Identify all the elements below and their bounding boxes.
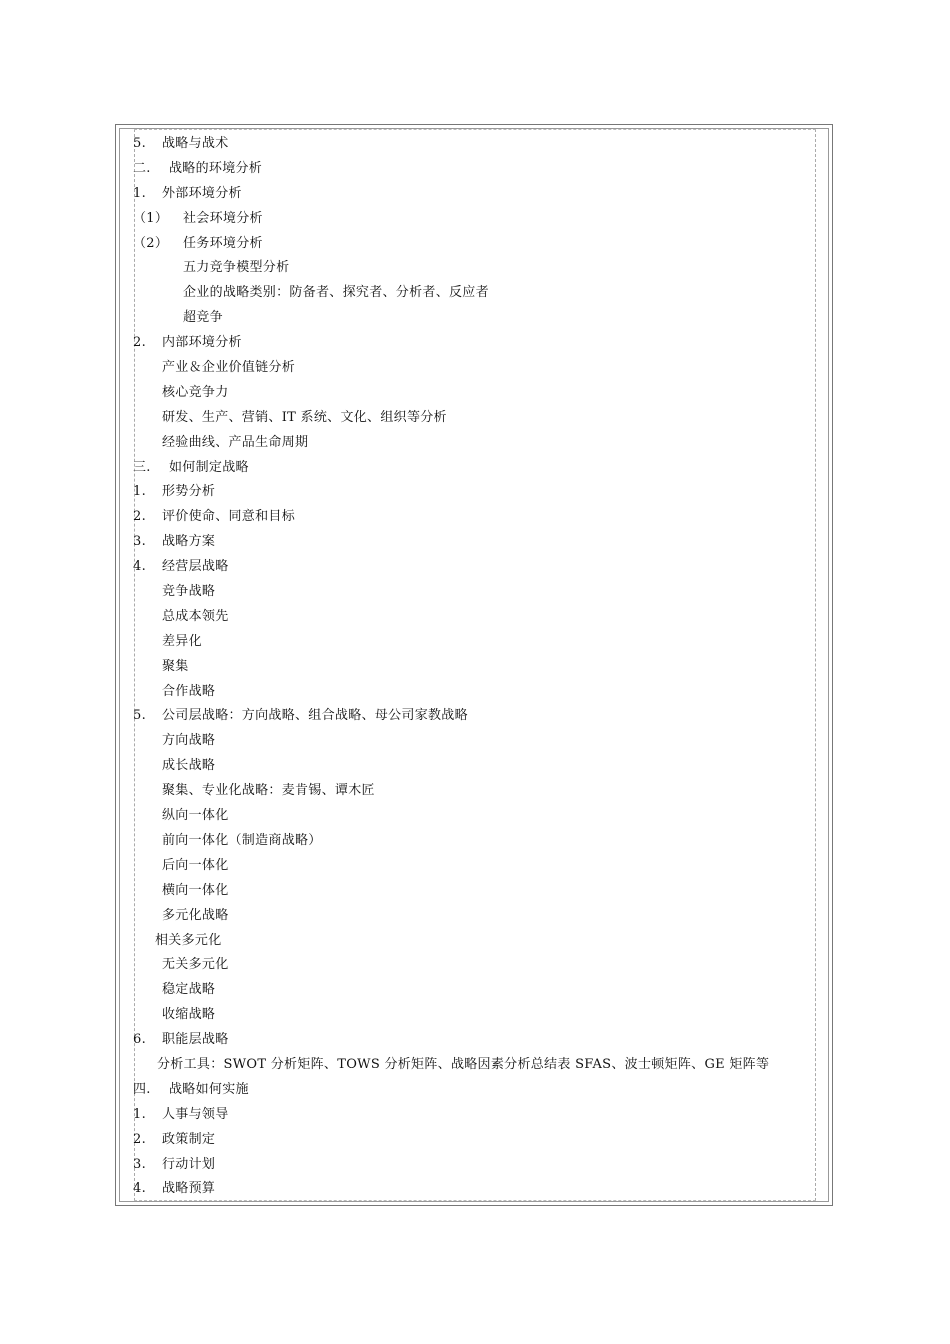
- item-text: 社会环境分析: [183, 210, 263, 226]
- outline-line: 超竞争: [183, 310, 223, 326]
- item-number: 1.: [133, 484, 147, 500]
- outline-line: 纵向一体化: [162, 808, 229, 824]
- item-number: 3.: [133, 534, 147, 550]
- outline-line: [133, 1153, 813, 1178]
- item-number: （2）: [133, 235, 169, 251]
- outline-line: 经验曲线、产品生命周期: [162, 434, 309, 450]
- outline-line: [133, 331, 813, 356]
- outline-line: [133, 207, 813, 232]
- dashed-guide-top: [134, 129, 816, 130]
- outline-line: 横向一体化: [162, 882, 229, 898]
- item-text: 职能层战略: [162, 1032, 229, 1048]
- item-number: 2.: [133, 1131, 147, 1147]
- section-title: 如何制定战略: [169, 459, 249, 475]
- outline-line: 总成本领先: [162, 608, 229, 624]
- outline-line: 核心竞争力: [162, 384, 229, 400]
- item-number: 1.: [133, 1106, 147, 1122]
- dashed-guide-right: [815, 129, 816, 1201]
- outline-line: [133, 480, 813, 505]
- outline-content: [133, 132, 813, 1202]
- item-number: 3.: [133, 1156, 147, 1172]
- outline-line: 无关多元化: [162, 957, 229, 973]
- item-text: 人事与领导: [162, 1106, 229, 1122]
- outline-line: [133, 505, 813, 530]
- outline-line: [133, 182, 813, 207]
- outline-line: 产业＆企业价值链分析: [162, 360, 296, 376]
- section-title: 战略如何实施: [169, 1081, 249, 1097]
- item-number: 1.: [133, 185, 147, 201]
- analysis-tools-line: 分析工具：SWOT 分析矩阵、TOWS 分析矩阵、战略因素分析总结表 SFAS、波士顿矩阵、GE 矩阵等: [157, 1056, 770, 1072]
- outline-line: 成长战略: [162, 758, 216, 774]
- outline-line: [133, 1103, 813, 1128]
- outline-line: [133, 704, 813, 729]
- section-title: 战略的环境分析: [169, 160, 263, 176]
- item-number: 5.: [133, 708, 147, 724]
- outline-line: 稳定战略: [162, 982, 216, 998]
- outline-line: 研发、生产、营销、IT 系统、文化、组织等分析: [162, 409, 447, 425]
- outline-line: [133, 555, 813, 580]
- outline-line: 方向战略: [162, 733, 216, 749]
- outline-line: 聚集、专业化战略：麦肯锡、谭木匠: [162, 783, 375, 799]
- item-text: 外部环境分析: [162, 185, 242, 201]
- item-text: 政策制定: [162, 1131, 216, 1147]
- section-heading: [133, 456, 813, 481]
- outline-line: 相关多元化: [155, 932, 222, 948]
- item-text: 内部环境分析: [162, 335, 242, 351]
- outline-line: 收缩战略: [162, 1007, 216, 1023]
- section-heading: [133, 157, 813, 182]
- item-text: 任务环境分析: [183, 235, 263, 251]
- outline-line: 聚集: [162, 658, 189, 674]
- outline-line: [133, 1177, 813, 1202]
- section-heading: [133, 1078, 813, 1103]
- outline-line: [133, 132, 813, 157]
- item-number: 2.: [133, 335, 147, 351]
- outline-line: 差异化: [162, 633, 202, 649]
- outline-line: [133, 1128, 813, 1153]
- item-text: 战略与战术: [162, 136, 229, 151]
- outline-line: 前向一体化（制造商战略）: [162, 832, 322, 848]
- item-text: 形势分析: [162, 484, 216, 500]
- item-number: （1）: [133, 210, 169, 226]
- item-text: 评价使命、同意和目标: [162, 509, 296, 525]
- item-text: 行动计划: [162, 1156, 216, 1172]
- outline-line: [133, 1028, 813, 1053]
- item-number: 5.: [133, 136, 147, 151]
- outline-line: 后向一体化: [162, 857, 229, 873]
- item-text: 公司层战略：方向战略、组合战略、母公司家教战略: [162, 708, 468, 724]
- item-text: 战略方案: [162, 534, 216, 550]
- item-text: 战略预算: [162, 1181, 216, 1197]
- section-number: 三.: [133, 459, 151, 475]
- outline-line: 多元化战略: [162, 907, 229, 923]
- item-text: 经营层战略: [162, 559, 229, 575]
- outline-line: 合作战略: [162, 683, 216, 699]
- outline-line: 竞争战略: [162, 584, 216, 600]
- item-number: 4.: [133, 1181, 147, 1197]
- outline-line: [133, 530, 813, 555]
- section-number: 四.: [133, 1081, 151, 1097]
- section-number: 二.: [133, 160, 151, 176]
- item-number: 2.: [133, 509, 147, 525]
- outline-line: 五力竞争模型分析: [183, 260, 290, 276]
- outline-line: [133, 232, 813, 257]
- item-number: 4.: [133, 559, 147, 575]
- item-number: 6.: [133, 1032, 147, 1048]
- outline-line: 企业的战略类别：防备者、探究者、分析者、反应者: [183, 285, 489, 301]
